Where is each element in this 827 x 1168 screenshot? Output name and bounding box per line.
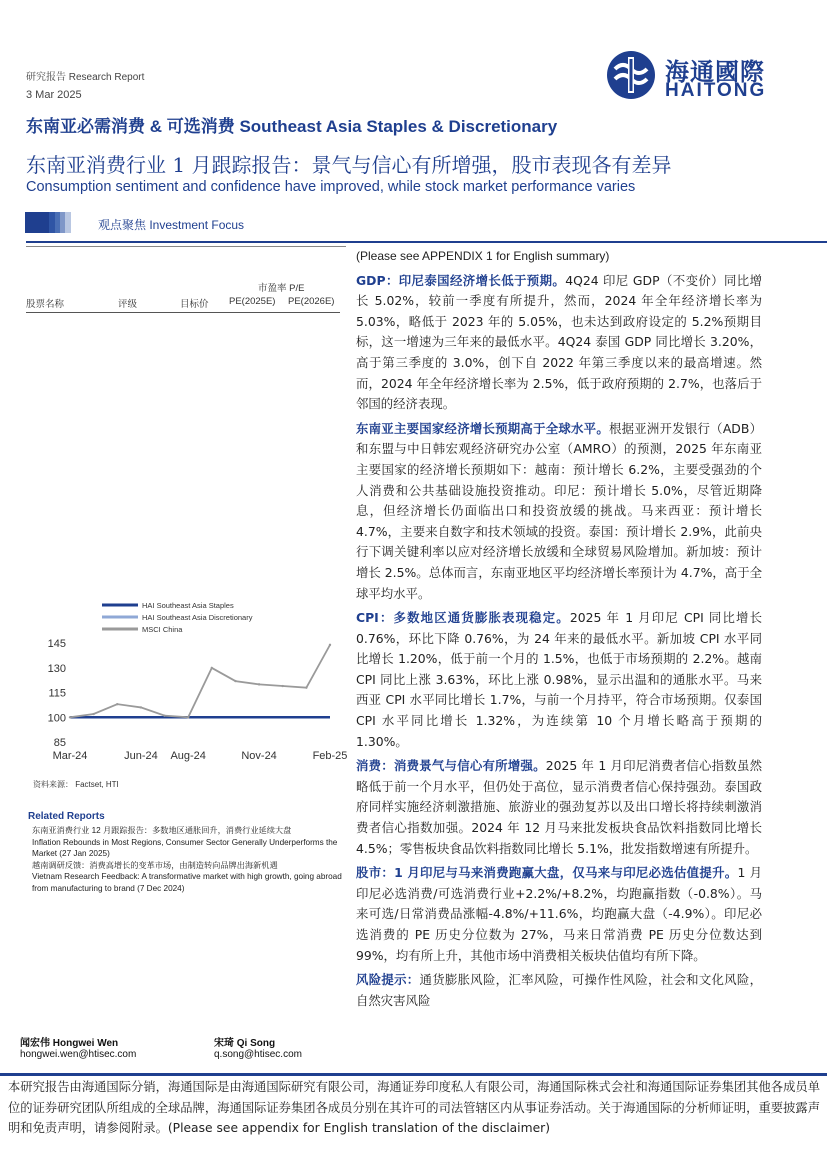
analyst-name: 闻宏伟 Hongwei Wen	[20, 1038, 119, 1049]
x-tick-label: Jun-24	[124, 750, 158, 762]
legend-label: MSCI China	[142, 625, 183, 634]
analyst-email[interactable]: hongwei.wen@htisec.com	[20, 1049, 137, 1060]
series-line-msci-china	[70, 645, 330, 717]
page-title-en: Consumption sentiment and confidence have improved, while stock market performance varies	[26, 179, 636, 195]
summary-gdp	[356, 271, 762, 415]
x-tick-label: Aug-24	[170, 750, 206, 762]
summary-consumption	[356, 756, 762, 859]
performance-chart	[30, 595, 348, 770]
summary-heading: CPI：多数地区通货膨胀表现稳定。	[356, 610, 570, 626]
series-point	[92, 713, 94, 715]
investment-focus-label: 观点聚焦 Investment Focus	[98, 218, 245, 232]
page-title-cn: 东南亚消费行业 1 月跟踪报告：景气与信心有所增强，股市表现各有差异	[26, 153, 672, 177]
related-report-item[interactable]: Inflation Rebounds in Most Regions, Consumer Sector Generally Underperforms the Market (27 Jan 2025)	[32, 837, 338, 858]
summary-heading: 东南亚主要国家经济增长预期高于全球水平。	[356, 420, 609, 436]
summary-growth	[356, 419, 762, 604]
legend-label: HAI Southeast Asia Discretionary	[142, 613, 253, 622]
series-point	[305, 686, 307, 688]
summary-heading: 股市：1 月印尼与马来消费跑赢大盘，仅马来与印尼必选估值提升。	[356, 865, 738, 881]
col-rating: 评级	[118, 299, 138, 310]
related-report-item[interactable]: Vietnam Research Feedback: A transformative market with high growth, going abroad from manufacturing to brand (7 Dec 2024)	[32, 872, 342, 893]
series-point	[116, 703, 118, 705]
stock-table	[26, 280, 340, 310]
haitong-logo	[605, 49, 773, 101]
related-report-item[interactable]: 东南亚消费行业 12 月跟踪报告：多数地区通胀回升，消费行业延续大盘	[32, 826, 292, 835]
col-pe-2026e: PE(2026E)	[288, 296, 335, 307]
analyst-email[interactable]: q.song@htisec.com	[214, 1049, 302, 1060]
y-tick-label: 100	[47, 712, 66, 725]
y-tick-label: 85	[53, 737, 66, 749]
col-target-price: 目标价	[180, 299, 209, 310]
table-header-rule	[26, 312, 340, 313]
y-tick-label: 130	[47, 662, 66, 675]
related-reports-list	[28, 825, 346, 894]
summary-heading: 风险提示：	[356, 972, 420, 988]
col-pe-2025e: PE(2025E)	[229, 296, 276, 307]
disclaimer-text: 本研究报告由海通国际分销，海通国际是由海通国际研究有限公司，海通证券印度私人有限公司，海通国际株式会社和海通国际证券集团其他各成员单位的证券研究团队所组成的全球品牌，海通国际证券集团各成员分别在其许可的司法管辖区内从事证券活动。关于海通国际的分析师证明，重要披露声明和免责声明，请参阅附录。(Please see appendix for English translation of the disclaimer)	[8, 1080, 820, 1135]
x-tick-label: Feb-25	[312, 750, 348, 762]
analyst-2	[214, 1034, 302, 1060]
english-summary-note: (Please see APPENDIX 1 for English summary)	[356, 249, 610, 263]
logo-text-en: HAITONG	[665, 80, 767, 101]
haitong-logo-icon	[605, 49, 661, 101]
analyst-block	[20, 1034, 420, 1068]
focus-color-segment	[25, 212, 49, 233]
summary-cpi	[356, 608, 762, 752]
focus-color-segment	[65, 212, 71, 233]
col-stock-name: 股票名称	[26, 299, 65, 310]
report-date: 3 Mar 2025	[26, 89, 82, 101]
series-point	[69, 716, 71, 718]
summary-body: 根据亚洲开发银行（ADB）和东盟与中日韩宏观经济研究办公室（AMRO）的预测，2025 年东南亚主要国家的经济增长预期如下：越南：预计增长 6.2%，主要受强劲的个人消费和公共基础设施投资推动。印尼：预计增长 5.0%，尽管近期降息，但经济增长仍面临出口和投资放缓的挑战。马来西亚：预计增长 4.7%，主要来自数字和技术领域的投资。泰国：预计增长 2.9%，此前央行下调关键利率以应对经济增长放缓和全球贸易风险增加。新加坡：预计增长 2.5%。总体而言，东南亚地区平均经济增长率预计为 4.7%，高于全球平均水平。	[356, 420, 762, 601]
analyst-name: 宋琦 Qi Song	[214, 1038, 276, 1049]
left-column-rule	[26, 246, 346, 247]
summary-body: 1 月印尼必选消费/可选消费行业+2.2%/+8.2%，均跑赢指数（-0.8%）。马来可选/日常消费品涨幅-4.8%/+11.6%，均跑赢大盘（-4.9%）。印尼必选消费的 PE 历史分位数为 27%，马来日常消费 PE 历史分位数达到 99%，均有所上升，其他市场中消费相关板块估值均有所下降。	[356, 865, 763, 963]
pe-header: 市盈率 P/E	[258, 283, 305, 294]
series-point	[140, 706, 142, 708]
header-divider	[26, 241, 827, 243]
summary-body: 2025 年 1 月印尼 CPI 同比增长 0.76%，环比下降 0.76%，为 24 年来的最低水平。新加坡 CPI 水平同比增长 1.20%，低于前一个月的 1.5%，也低于市场预期的 2.2%。越南 CPI 同比上涨 3.63%，环比上涨 0.98%，显示出温和的通胀水平。马来西亚 CPI 水平同比增长 1.7%，与前一个月持平，符合市场预期。仅泰国 CPI 水平同比增长 1.32%，为连续第 10 个月增长略高于预期的 1.30%。	[356, 610, 762, 749]
summary-heading: GDP：印尼泰国经济增长低于预期。	[356, 272, 566, 288]
series-point	[258, 683, 260, 685]
summary-stock-market	[356, 863, 762, 966]
y-tick-label: 115	[48, 687, 66, 700]
related-reports-title: Related Reports	[28, 811, 105, 822]
analyst-1	[20, 1034, 136, 1060]
series-point	[282, 685, 284, 687]
chart-source: 资料来源： Factset, HTI	[33, 780, 119, 789]
footer-divider	[0, 1073, 827, 1076]
series-point	[329, 644, 331, 646]
series-point	[211, 667, 213, 669]
related-report-item[interactable]: 越南调研反馈：消费高增长的变革市场，由制造转向品牌出海新机遇	[32, 860, 278, 870]
y-tick-label: 145	[47, 638, 66, 651]
sector-title: 东南亚必需消费 & 可选消费 Southeast Asia Staples & Discretionary	[26, 117, 558, 136]
series-point	[234, 680, 236, 682]
summary-column	[356, 246, 762, 1015]
performance-chart-svg	[30, 595, 348, 770]
summary-risk	[356, 970, 762, 1011]
summary-body: 4Q24 印尼 GDP（不变价）同比增长 5.02%，较前一季度有所提升，然而，2024 年全年经济增长率为 5.03%，略低于 2023 年的 5.05%，也未达到政府设定的 5.2%预期目标，这一增速为三年来的最低水平。4Q24 泰国 GDP 同比增长 3.20%，高于第三季度的 3.0%，创下自 2022 年第三季度以来的最高增速。然而，2024 年全年经济增长率为 2.5%，低于政府预期的 2.7%，也落后于邻国的经济表现。	[356, 272, 762, 412]
series-point	[163, 714, 165, 716]
summary-body: 通货膨胀风险，汇率风险，可操作性风险，社会和文化风险，自然灾害风险	[356, 972, 763, 1008]
summary-heading: 消费：消费景气与信心有所增强。	[356, 758, 546, 774]
summary-body: 2025 年 1 月印尼消费者信心指数虽然略低于前一个月水平，但仍处于高位，显示消费者信心保持强劲。泰国政府同样实施经济刺激措施、旅游业的强劲复苏以及出口增长将持续刺激消费者信心指数加强。2024 年 12 月马来批发板块食品饮料指数同比增长 4.5%；零售板块食品饮料指数同比增长 5.1%，批发指数增速有所提升。	[356, 758, 763, 856]
report-type: 研究报告 Research Report	[26, 72, 145, 83]
logo-text-cn: 海通國際	[665, 58, 765, 86]
x-tick-label: Nov-24	[241, 750, 277, 762]
focus-color-bar	[25, 212, 71, 233]
series-point	[187, 716, 189, 718]
legend-label: HAI Southeast Asia Staples	[142, 601, 234, 610]
x-tick-label: Mar-24	[52, 750, 88, 762]
